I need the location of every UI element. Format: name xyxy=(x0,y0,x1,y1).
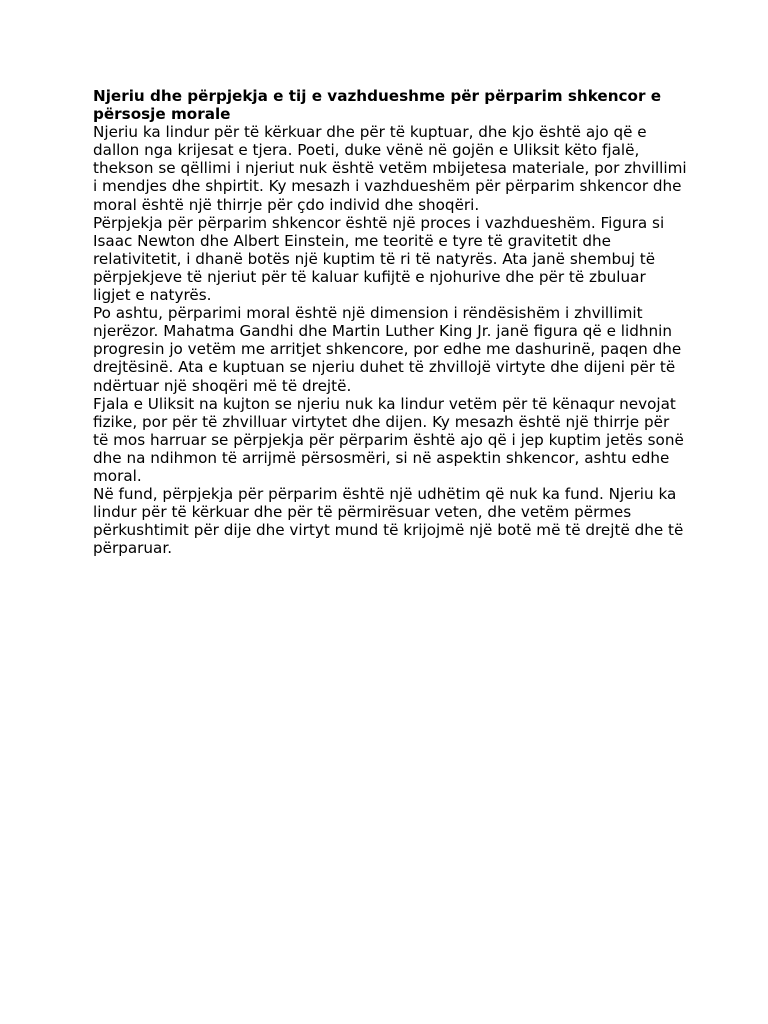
paragraph-4: Fjala e Uliksit na kujton se njeriu nuk ka lindur vetëm për të kënaqur nevojat fizike, por për të zhvilluar virtytet dhe dijen. Ky mesazh është një thirrje për të mos harruar se përpjekja për përparim është ajo që i jep kuptim jetës sonë dhe na ndihmon të arrijmë përsosmëri, si në aspektin shkencor, ashtu edhe moral. xyxy=(93,394,684,485)
paragraph-1: Njeriu ka lindur për të kërkuar dhe për të kuptuar, dhe kjo është ajo që e dallon nga krijesat e tjera. Poeti, duke vënë në gojën e Uliksit këto fjalë, thekson se qëllimi i njeriut nuk është vetëm mbijetesa materiale, por zhvillimi i mendjes dhe shpirtit. Ky mesazh i vazhdueshëm për përparim shkencor dhe moral është një thirrje për çdo individ dhe shoqëri. xyxy=(93,123,687,214)
paragraph-2: Përpjekja për përparim shkencor është një proces i vazhdueshëm. Figura si Isaac Newton dhe Albert Einstein, me teoritë e tyre të gravitetit dhe relativitetit, i dhanë botës një kuptim të ri të natyrës. Ata janë shembuj të përpjekjeve të njeriut për të kaluar kufijtë e njohurive dhe për të zbuluar ligjet e natyrës. xyxy=(93,213,665,305)
document-page xyxy=(93,87,688,557)
paragraph-5: Në fund, përpjekja për përparim është një udhëtim që nuk ka fund. Njeriu ka lindur për të kërkuar dhe për të përmirësuar veten, dhe vetëm përmes përkushtimit për dije dhe virtyt mund të krijojmë një botë më të drejtë dhe të përparuar. xyxy=(93,485,684,558)
paragraph-3: Po ashtu, përparimi moral është një dimension i rëndësishëm i zhvillimit njerëzor. Mahatma Gandhi dhe Martin Luther King Jr. janë figura që e lidhnin progresin jo vetëm me arritjet shkencore, por edhe me dashurinë, paqen dhe drejtësinë. Ata e kuptuan se njeriu duhet të zhvillojë virtyte dhe dijeni për të ndërtuar një shoqëri më të drejtë. xyxy=(93,304,682,395)
document-title: Njeriu dhe përpjekja e tij e vazhdueshme për përparim shkencor e përsosje morale xyxy=(93,87,662,124)
